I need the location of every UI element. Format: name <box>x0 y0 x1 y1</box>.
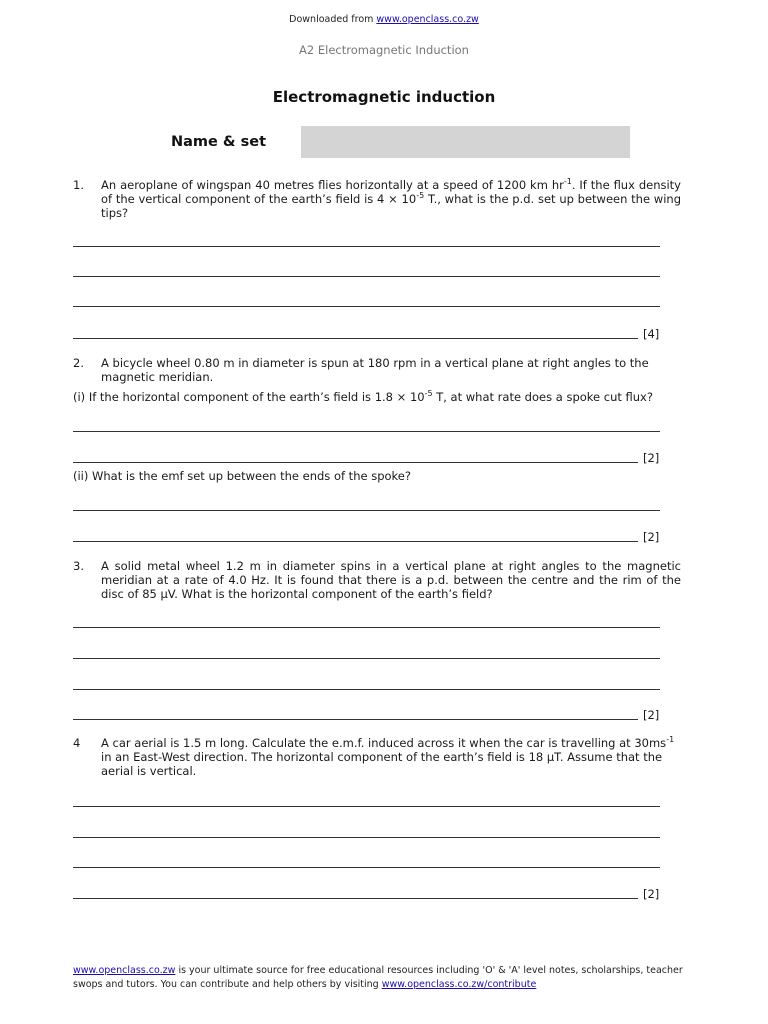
question-3-number: 3. <box>73 559 84 573</box>
answer-line[interactable] <box>73 719 638 720</box>
answer-line[interactable] <box>73 510 660 511</box>
answer-line[interactable] <box>73 338 638 339</box>
answer-line[interactable] <box>73 806 660 807</box>
question-4-number: 4 <box>73 736 81 750</box>
download-prefix: Downloaded from <box>289 14 377 25</box>
question-4-marks: [2] <box>643 887 660 901</box>
page-title: Electromagnetic induction <box>272 88 496 106</box>
name-set-label: Name & set <box>171 134 267 150</box>
answer-line[interactable] <box>73 837 660 838</box>
name-set-field[interactable] <box>301 126 630 158</box>
answer-line[interactable] <box>73 689 660 690</box>
footer-note <box>73 964 683 992</box>
question-4-text: A car aerial is 1.5 m long. Calculate the e.m.f. induced across it when the car is travelling at $30ms^{-1}$ in an East-West direction. The horizontal component of the earth’s field is 18 μT. Assume that the aerial is vertical. <box>101 735 675 778</box>
answer-line[interactable] <box>73 462 638 463</box>
answer-line[interactable] <box>73 898 638 899</box>
answer-line[interactable] <box>73 306 660 307</box>
download-source-line <box>0 14 768 25</box>
footer-text: is your ultimate source for free educational resources including 'O' & 'A' level notes, scholarships, teacher swops and tutors. You can contribute and help others by visiting <box>73 965 683 990</box>
answer-line[interactable] <box>73 246 660 247</box>
question-1-number: 1. <box>73 178 84 192</box>
answer-line[interactable] <box>73 431 660 432</box>
answer-line[interactable] <box>73 867 660 868</box>
answer-line[interactable] <box>73 541 638 542</box>
question-2-text: A bicycle wheel 0.80 m in diameter is spun at 180 rpm in a vertical plane at right angles to the magnetic meridian. <box>101 356 649 384</box>
footer-contribute-link[interactable]: www.openclass.co.zw/contribute <box>381 979 537 990</box>
question-3-marks: [2] <box>643 708 660 722</box>
openclass-link[interactable]: www.openclass.co.zw <box>376 14 479 25</box>
question-2-part-ii-marks: [2] <box>643 530 660 544</box>
question-2-part-i-marks: [2] <box>643 451 660 465</box>
question-2-number: 2. <box>73 356 84 370</box>
answer-line[interactable] <box>73 276 660 277</box>
answer-line[interactable] <box>73 627 660 628</box>
question-3-text: A solid metal wheel 1.2 m in diameter spins in a vertical plane at right angles to the magnetic meridian at a rate of 4.0 Hz. It is found that there is a p.d. between the centre and the rim of the disc of 85 μV. What is the horizontal component of the earth’s field? <box>101 559 681 601</box>
document-subtitle: A2 Electromagnetic Induction <box>299 43 469 57</box>
question-1-marks: [4] <box>643 327 660 341</box>
answer-line[interactable] <box>73 658 660 659</box>
footer-openclass-link[interactable]: www.openclass.co.zw <box>73 965 176 976</box>
question-2-part-ii: (ii) What is the emf set up between the ends of the spoke? <box>73 469 411 483</box>
question-1-text: An aeroplane of wingspan 40 metres flies horizontally at a speed of 1200 km $hr^{-1}$. If the flux density of the vertical component of the earth’s field is $4 \times 10^{-5}$ T., what is the p.d. set up between the wing tips? <box>101 177 681 220</box>
question-2-part-i: (i) If the horizontal component of the earth’s field is $1.8 \times 10^{-5}$ T, at what rate does a spoke cut flux? <box>73 389 653 404</box>
